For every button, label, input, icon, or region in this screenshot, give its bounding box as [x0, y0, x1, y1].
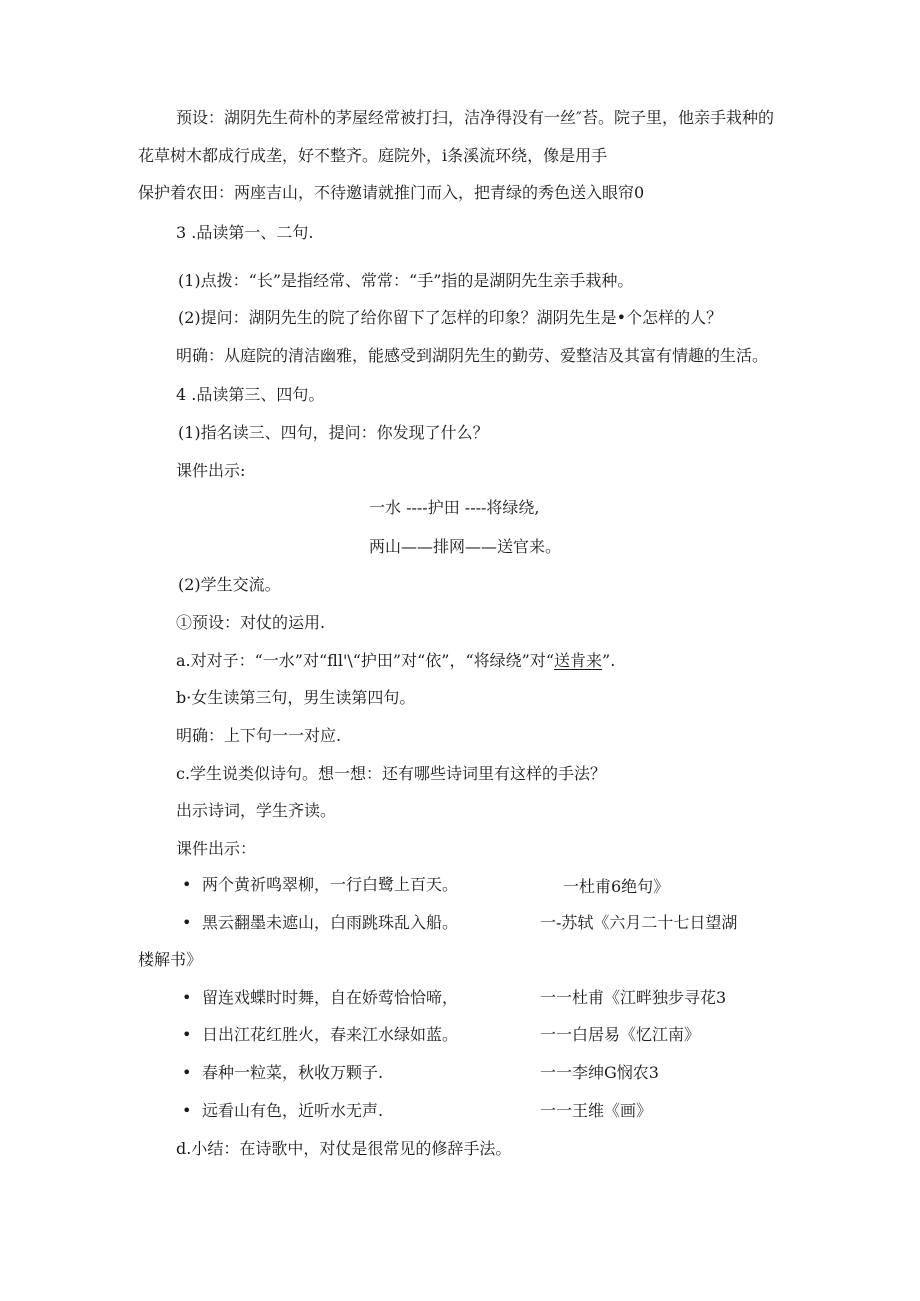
poem-line: 黑云翻墨未遮山，白雨跳珠乱入船。 — [202, 913, 459, 932]
poem-bullet: • — [182, 913, 192, 932]
preset-antithesis: ①预设：对仗的运用. — [176, 613, 326, 632]
poem-bullet: • — [182, 988, 192, 1007]
item-b-answer: 明确：上下句一一对应. — [176, 726, 342, 745]
courseware-label-1: 课件出示: — [176, 461, 246, 480]
item-a-text: a.对对子：“一水”对“fll'\“护田”对“依”，“将绿绕”对“ — [176, 651, 555, 670]
courseware-label-2: 课件出示： — [176, 839, 257, 858]
poem-line: 远看山有色，近听水无声. — [202, 1101, 384, 1120]
poem-line: 两个黄祈鸣翠柳，一行白鹭上百天。 — [202, 875, 459, 894]
poem-line: 春种一粒菜，秋收万颗子. — [202, 1063, 384, 1082]
item-b: b·女生读第三句，男生读第四句。 — [176, 688, 416, 707]
poem-source: 一杜甫6绝句》 — [563, 877, 670, 896]
couplet-line-1: 一水 ----护田 ----将绿绕, — [369, 498, 540, 517]
poem-source: 一一王维《画》 — [540, 1101, 653, 1120]
section-4-heading: 4 .品读第三、四句。 — [176, 385, 325, 404]
poem-source: 一-苏轼《六月二十七日望湖 — [540, 913, 738, 932]
show-poems: 出示诗词，学生齐读。 — [176, 801, 337, 820]
poem-source-continued: 楼解书》 — [138, 950, 203, 969]
item-c: c.学生说类似诗句。想一想：还有哪些诗词里有这样的手法？ — [176, 764, 607, 783]
poem-source: 一一白居易《忆江南》 — [540, 1025, 701, 1044]
poem-bullet: • — [182, 875, 192, 894]
preset-paragraph-line-1: 预设：湖阴先生荷朴的茅屋经常被打扫，洁净得没有一丝″苔。院子里，他亲手栽种的 — [176, 108, 774, 127]
summary: d.小结：在诗歌中，对仗是很常见的修辞手法。 — [176, 1139, 512, 1158]
couplet-line-2: 两山——排网——送官来。 — [369, 537, 562, 556]
preset-paragraph-line-2: 花草树木都成行成垄，好不整齐。庭院外，i条溪流环绕，像是用手 — [138, 146, 608, 165]
item-a-underlined: 送肯来 — [554, 651, 603, 670]
poem-source: 一一杜甫《江畔独步寻花3 — [540, 988, 727, 1007]
section-3-item-2: (2)提问：湖阴先生的院了给你留下了怎样的印象？湖阴先生是•个怎样的人？ — [178, 308, 723, 327]
section-4-item-1: (1)指名读三、四句，提问：你发现了什么？ — [178, 423, 489, 442]
item-a — [176, 651, 615, 671]
section-4-item-2: (2)学生交流。 — [178, 575, 281, 594]
poem-line: 留连戏蝶时时舞，自在娇莺恰恰啼， — [202, 988, 459, 1007]
section-3-item-1: (1)点拨：“长”是指经常、常常：“手”指的是湖阴先生亲手栽种。 — [178, 271, 634, 290]
poem-bullet: • — [182, 1063, 192, 1082]
item-a-suffix: ”. — [602, 651, 616, 670]
poem-line: 日出江花红胜火，春来江水绿如蓝。 — [202, 1025, 459, 1044]
section-3-heading: 3 .品读第一、二句. — [176, 223, 314, 242]
poem-source: 一一李绅G悯农3 — [540, 1063, 659, 1082]
section-3-answer: 明确：从庭院的清洁幽雅，能感受到湖阴先生的勤劳、爱整洁及其富有情趣的生活。 — [176, 346, 769, 365]
poem-bullet: • — [182, 1101, 192, 1120]
poem-bullet: • — [182, 1025, 192, 1044]
preset-paragraph-line-3: 保护着农田：两座吉山，不待邀请就推门而入，把青绿的秀色送入眼帘0 — [138, 183, 645, 202]
